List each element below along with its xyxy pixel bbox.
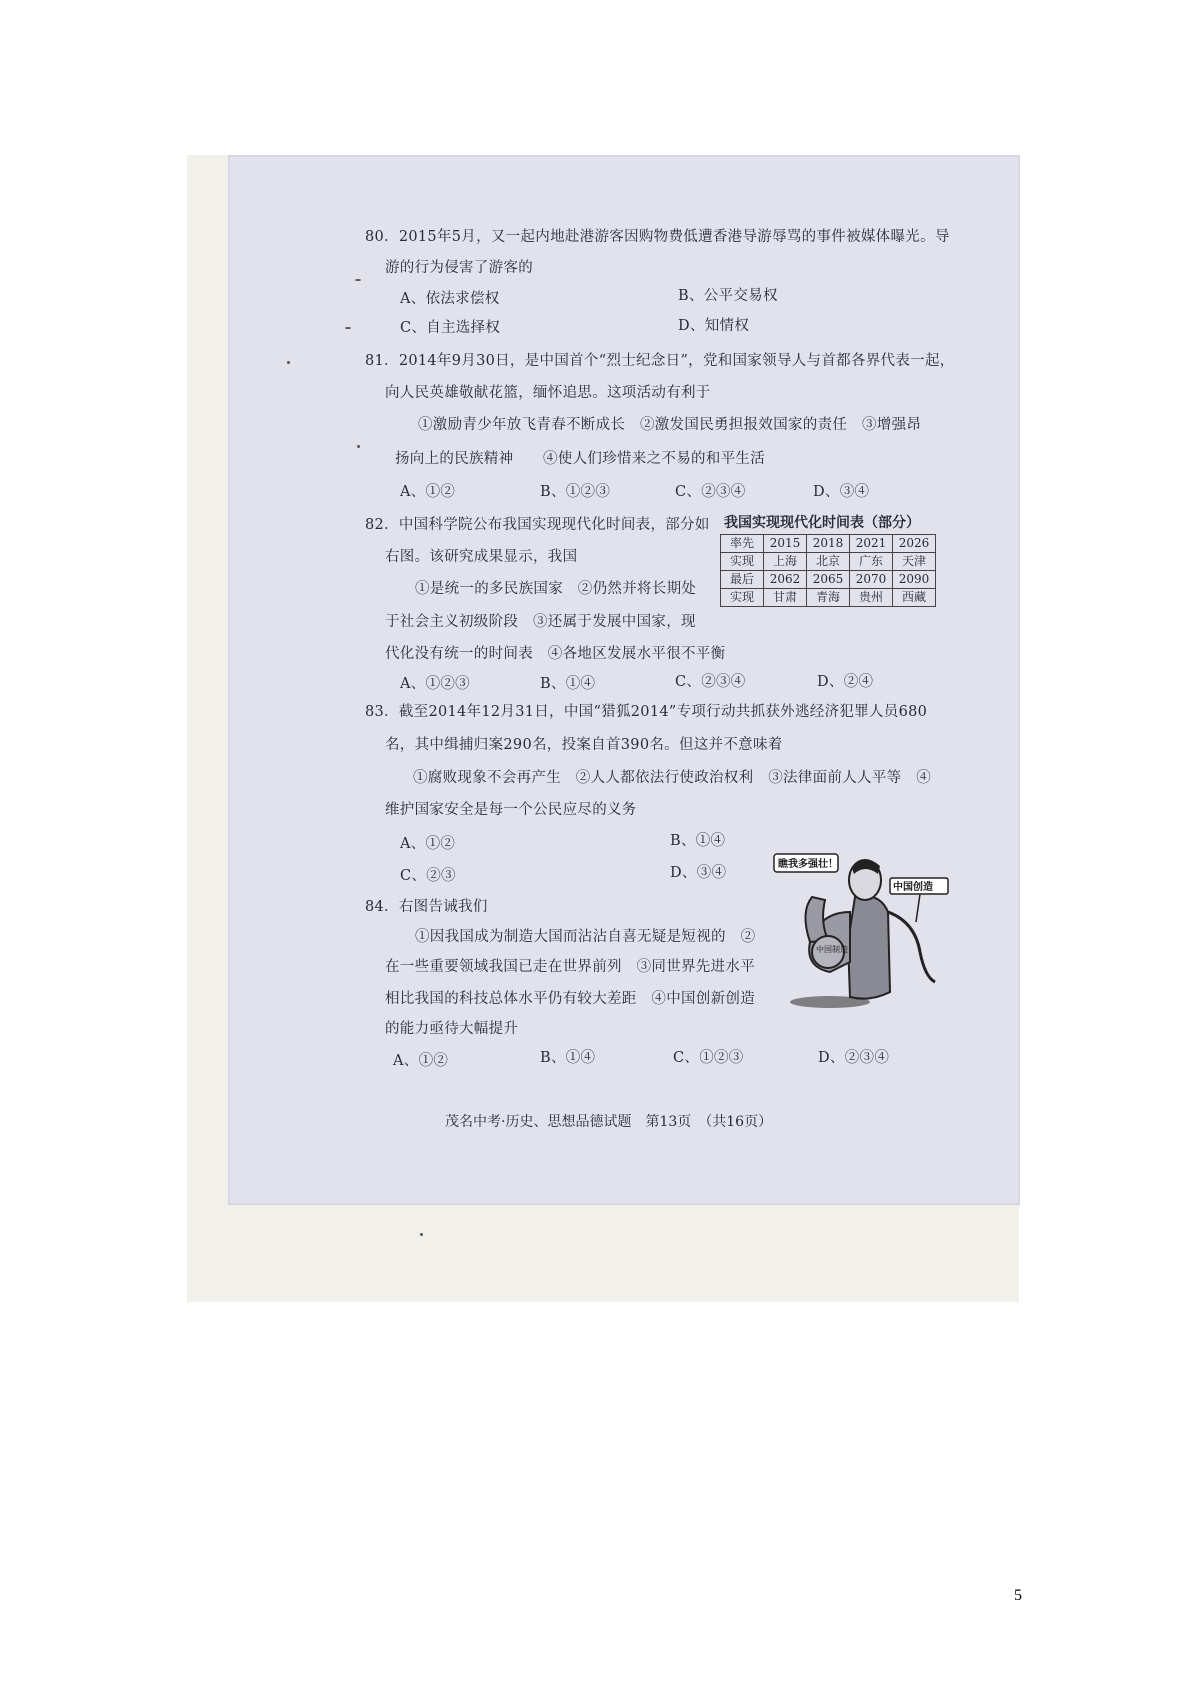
table-cell: 上海 [764,553,807,571]
table-cell: 率先 [721,535,764,553]
q84-option-c: C、①②③ [673,1050,744,1066]
q82-statements: 代化没有统一的时间表 ④各地区发展水平很不平衡 [385,646,726,662]
q81-option-b: B、①②③ [540,484,611,500]
table-cell: 2065 [807,571,850,589]
cartoon-label-manufacturing: 中国制造 [816,945,848,954]
table-row [721,589,936,607]
q80-stem: 游的行为侵害了游客的 [385,260,533,276]
q83-stem: 名，其中缉捕归案290名，投案自首390名。但这并不意味着 [385,737,783,753]
q84-option-a: A、①② [393,1053,449,1069]
q82-option-b: B、①④ [540,676,596,692]
table-cell: 天津 [893,553,936,571]
table-cell: 贵州 [850,589,893,607]
exam-footer: 茂名中考·历史、思想品德试题 第13页 （共16页） [445,1114,773,1130]
q82-option-c: C、②③④ [675,674,746,690]
table-cell: 2021 [850,535,893,553]
q82-stem: 右图。该研究成果显示，我国 [385,549,578,565]
q83-option-c: C、②③ [400,868,456,884]
table-cell: 最后 [721,571,764,589]
scan-speck [420,1233,423,1236]
q81-statements: 扬向上的民族精神 ④使人们珍惜来之不易的和平生活 [395,451,765,467]
table-cell: 青海 [807,589,850,607]
q81-option-c: C、②③④ [675,484,746,500]
table-cell: 2090 [893,571,936,589]
q80-option-b: B、公平交易权 [678,288,778,304]
page-number: 5 [1014,1587,1022,1604]
q84-stem: 84．右图告诫我们 [365,899,488,915]
q83-stem: 83．截至2014年12月31日，中国“猎狐2014”专项行动共抓获外逃经济犯罪人员680 [365,704,928,720]
q84-statements: 相比我国的科技总体水平仍有较大差距 ④中国创新创造 [385,991,755,1007]
q82-option-a: A、①②③ [400,676,470,692]
q80-option-a: A、依法求偿权 [400,291,500,307]
cartoon-speech-bubble: 瞧我多强壮！ [778,859,838,870]
q84-option-b: B、①④ [540,1050,596,1066]
exam-page-scan [228,155,1020,1205]
strongman-cartoon-icon [770,852,960,1012]
q83-option-a: A、①② [400,836,456,852]
q82-stem: 82．中国科学院公布我国实现现代化时间表，部分如 [365,517,710,533]
table-row [721,571,936,589]
table-row [721,535,936,553]
table-cell: 西藏 [893,589,936,607]
modernization-table [720,534,936,607]
q83-statements: 维护国家安全是每一个公民应尽的义务 [385,802,637,818]
table-cell: 2062 [764,571,807,589]
scan-speck [355,279,361,281]
table-row [721,553,936,571]
q84-option-d: D、②③④ [818,1050,890,1066]
q83-statements: ①腐败现象不会再产生 ②人人都依法行使政治权利 ③法律面前人人平等 ④ [413,770,931,786]
cartoon-label-innovation: 中国创造 [893,882,933,893]
q81-stem: 向人民英雄敬献花篮，缅怀追思。这项活动有利于 [385,385,711,401]
table-cell: 实现 [721,553,764,571]
scan-speck [287,361,290,364]
q81-statements: ①激励青少年放飞青春不断成长 ②激发国民勇担报效国家的责任 ③增强昂 [418,417,922,433]
q84-statements: ①因我国成为制造大国而沾沾自喜无疑是短视的 ② [415,929,756,945]
q82-statements: ①是统一的多民族国家 ②仍然并将长期处 [415,581,697,597]
table-cell: 2015 [764,535,807,553]
table-cell: 北京 [807,553,850,571]
q82-option-d: D、②④ [817,674,874,690]
q80-option-d: D、知情权 [678,318,750,334]
q83-option-d: D、③④ [670,865,727,881]
table-cell: 2070 [850,571,893,589]
q84-statements: 的能力亟待大幅提升 [385,1021,519,1037]
q82-statements: 于社会主义初级阶段 ③还属于发展中国家，现 [385,614,696,630]
cartoon-illustration [770,852,960,1012]
q81-stem: 81．2014年9月30日，是中国首个“烈士纪念日”，党和国家领导人与首都各界代表一起， [365,353,955,369]
q81-option-d: D、③④ [813,484,870,500]
modernization-table-title: 我国实现现代化时间表（部分） [724,515,920,531]
scan-speck [345,327,351,329]
q81-option-a: A、①② [400,484,456,500]
q84-statements: 在一些重要领域我国已走在世界前列 ③同世界先进水平 [385,959,755,975]
table-cell: 2018 [807,535,850,553]
q80-stem: 80．2015年5月，又一起内地赴港游客因购物费低遭香港导游辱骂的事件被媒体曝光。导 [365,229,950,245]
q80-option-c: C、自主选择权 [400,320,501,336]
table-cell: 广东 [850,553,893,571]
table-cell: 甘肃 [764,589,807,607]
table-cell: 2026 [893,535,936,553]
scan-speck [357,445,360,448]
q83-option-b: B、①④ [670,833,726,849]
table-cell: 实现 [721,589,764,607]
